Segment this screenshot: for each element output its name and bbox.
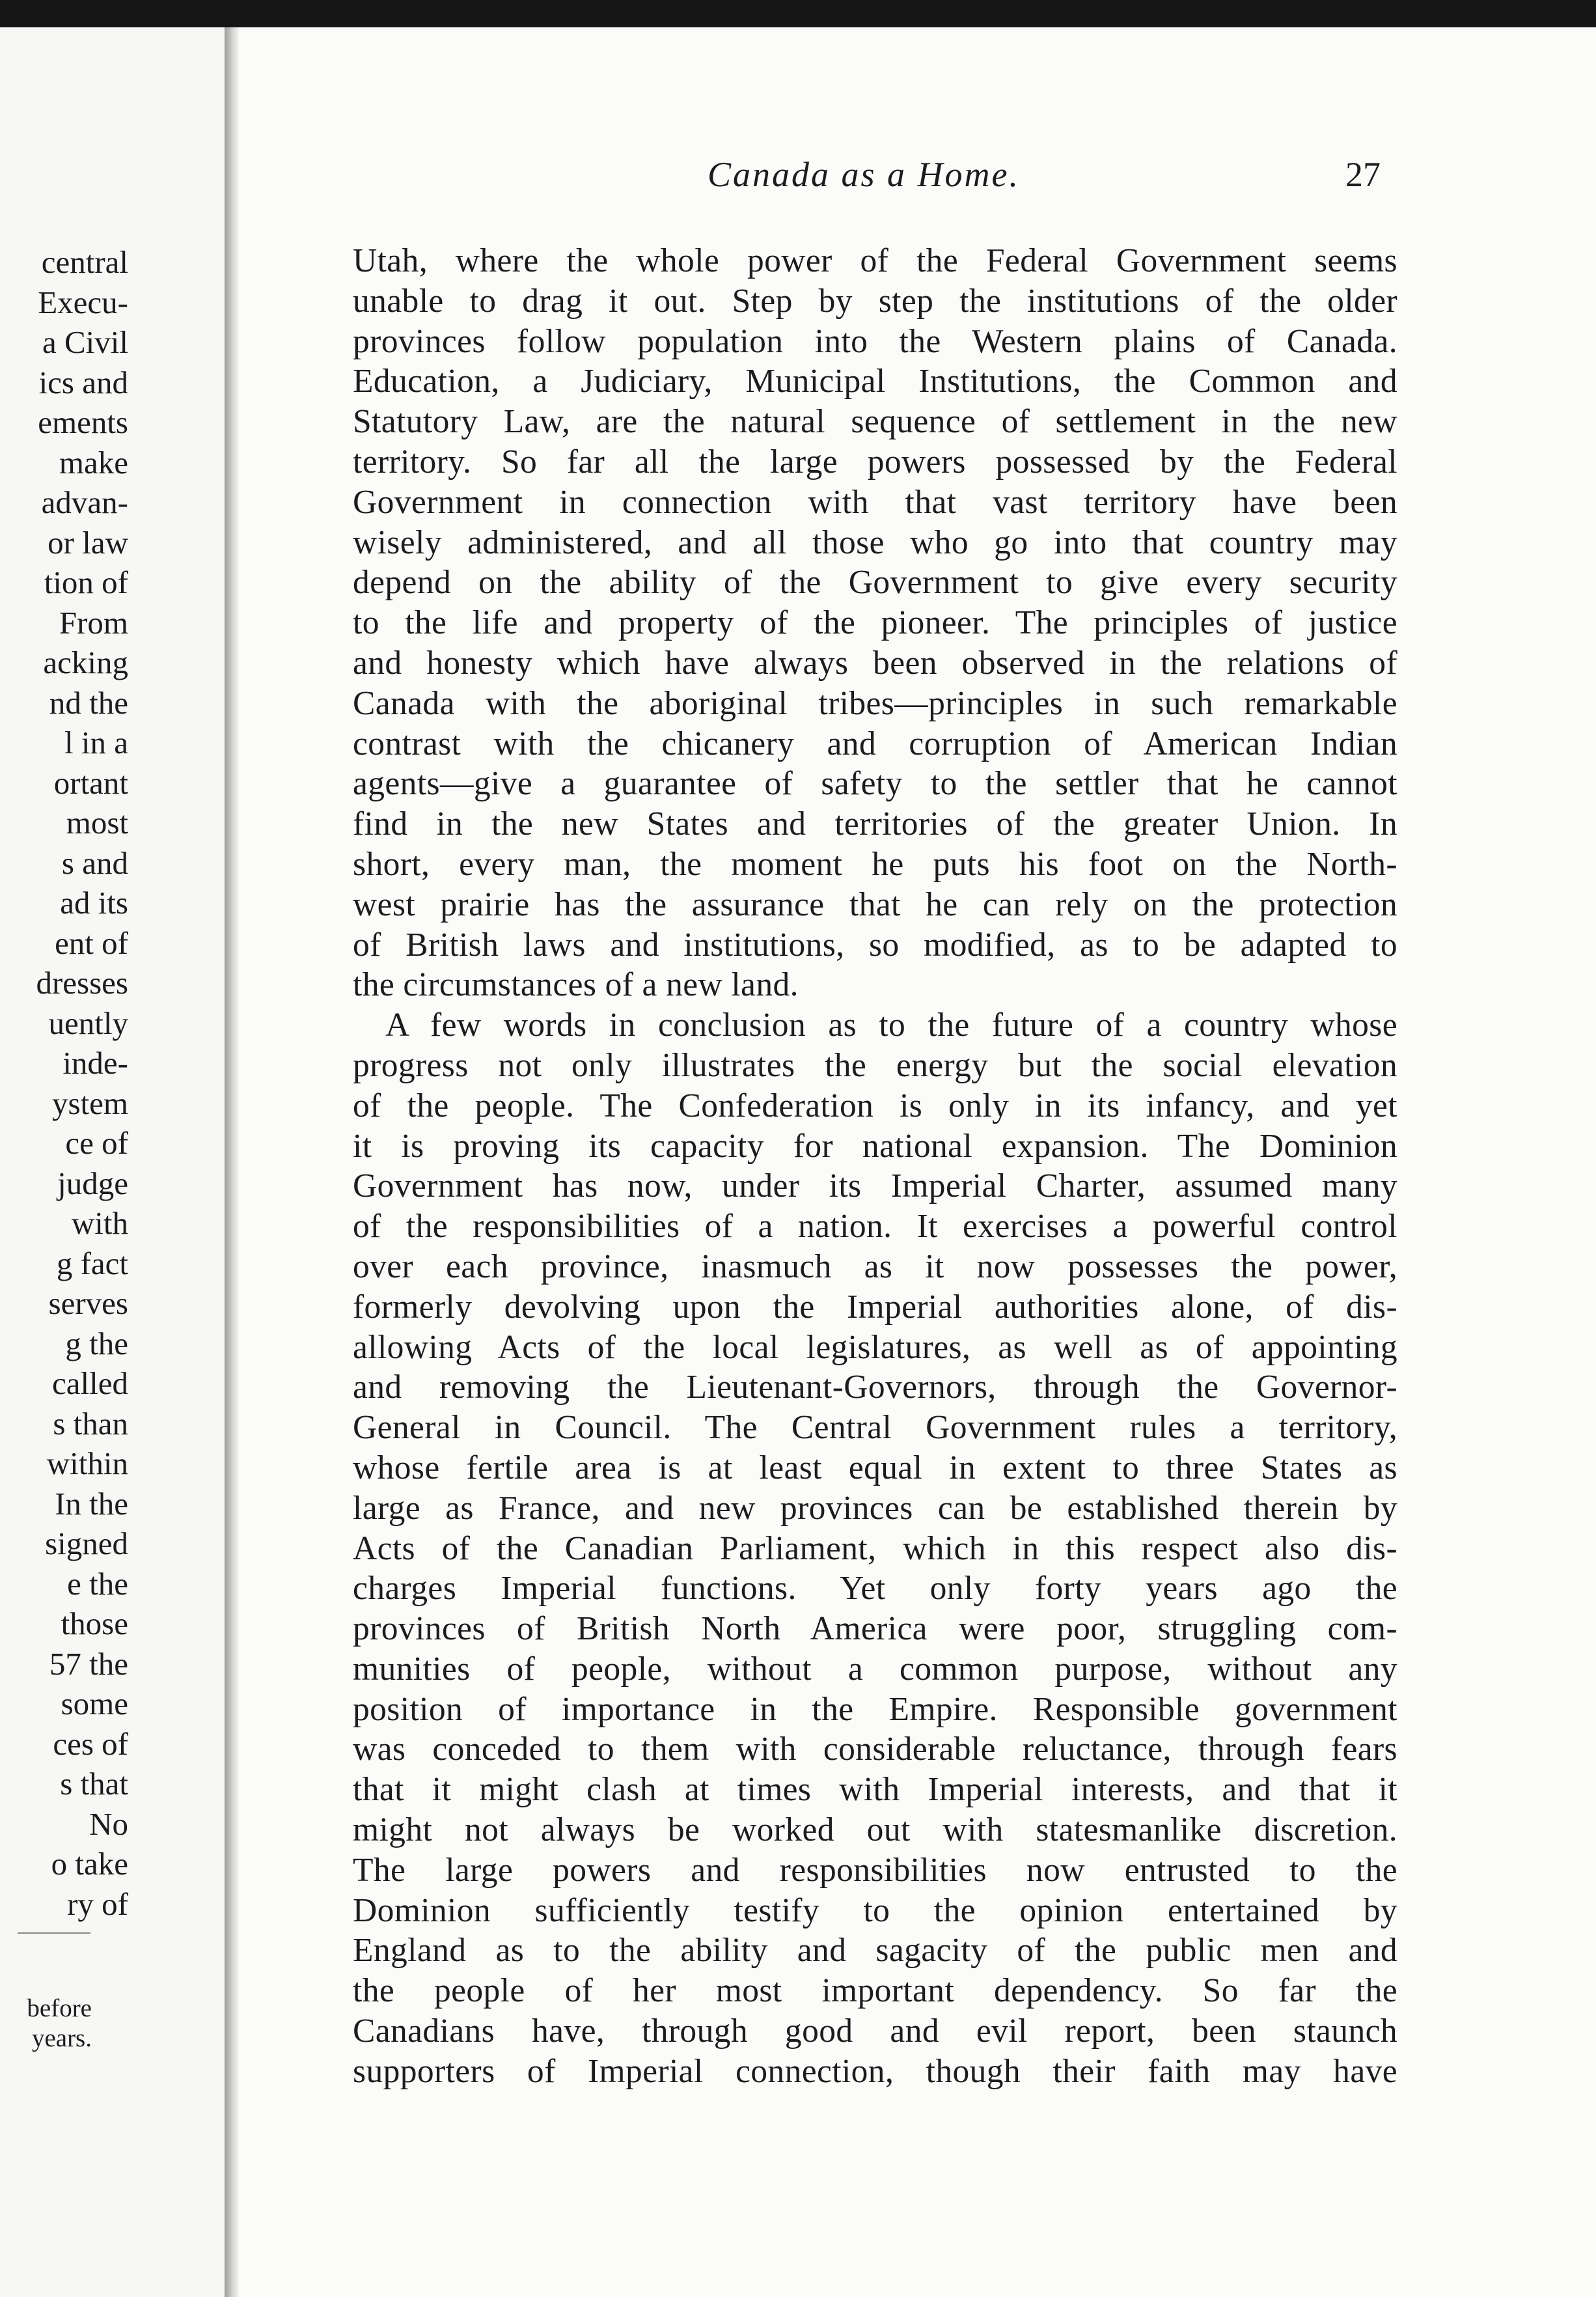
left-page-fragment [0, 27, 225, 2297]
left-page-line: dresses [36, 965, 128, 1001]
left-page-line: ent of [55, 925, 128, 961]
left-page-line: acking [43, 645, 128, 680]
text-line: Canadians have, through good and evil report, been staunch [353, 2012, 1397, 2050]
left-page-line: No [89, 1805, 128, 1842]
text-line: Government in connection with that vast territory have been [353, 483, 1397, 521]
text-line: A few words in conclusion as to the future of a country whose [385, 1007, 1397, 1044]
text-line: Education, a Judiciary, Municipal Institutions, the Common and [353, 363, 1397, 400]
text-line: Government has now, under its Imperial Charter, assumed many [353, 1167, 1397, 1205]
left-page-line: most [66, 805, 128, 841]
text-line: charges Imperial functions. Yet only forty years ago the [353, 1570, 1397, 1608]
left-footnote-line: before [27, 1994, 92, 2022]
text-line: formerly devolving upon the Imperial authorities alone, of dis- [353, 1288, 1397, 1326]
text-line: the circumstances of a new land. [353, 966, 799, 1004]
running-head [239, 154, 1596, 206]
left-page-line: make [59, 444, 128, 480]
left-page-line: ces of [53, 1725, 128, 1762]
left-page-line: signed [45, 1525, 128, 1561]
left-page-line: judge [57, 1165, 128, 1201]
left-page-line: o take [51, 1846, 128, 1882]
left-page-line: inde- [62, 1045, 128, 1081]
body-text [353, 241, 1397, 2092]
text-line: might not always be worked out with statesmanlike discretion. [353, 1811, 1397, 1849]
left-page-line: l in a [64, 725, 128, 760]
text-line: Canada with the aboriginal tribes—principles in such remarkable [353, 684, 1397, 722]
text-line: and honesty which have always been observed in the relations of [353, 644, 1397, 682]
left-page-line: advan- [41, 484, 128, 520]
left-page-line: 57 the [49, 1645, 128, 1682]
left-page-line: ce of [65, 1125, 128, 1161]
text-line: that it might clash at times with Imperial interests, and that it [353, 1771, 1397, 1809]
text-line: munities of people, without a common purpose, without any [353, 1650, 1397, 1688]
text-line: short, every man, the moment he puts his foot on the North- [353, 845, 1397, 883]
left-footnote-line: years. [31, 2024, 92, 2052]
left-page-line: ystem [51, 1085, 128, 1121]
left-page-line: uently [48, 1005, 128, 1041]
text-line: to the life and property of the pioneer. The principles of justice [353, 604, 1397, 642]
left-page-line: s and [61, 844, 128, 881]
text-line: provinces of British North America were poor, struggling com- [353, 1610, 1397, 1648]
left-page-line: or law [48, 524, 128, 561]
left-page-line: those [61, 1606, 128, 1641]
left-page-line: some [61, 1686, 128, 1721]
text-line: England as to the ability and sagacity of the public men and [353, 1932, 1397, 1970]
text-line: territory. So far all the large powers possessed by the Federal [353, 443, 1397, 480]
left-page-line: From [59, 604, 128, 641]
left-page-line: ements [38, 404, 128, 440]
text-line: Statutory Law, are the natural sequence of settlement in the new [353, 403, 1397, 441]
text-line: provinces follow population into the Western plains of Canada. [353, 322, 1397, 360]
left-page-footnote [27, 1994, 92, 2053]
footnote-rule [18, 1932, 90, 1934]
left-page-line: tion of [44, 564, 128, 600]
left-page-line: ad its [60, 885, 128, 921]
text-line: unable to drag it out. Step by step the institutions of the older [353, 282, 1397, 320]
left-page-line: ics and [38, 364, 128, 400]
text-line: Acts of the Canadian Parliament, which in this respect also dis- [353, 1529, 1397, 1567]
text-line: of the people. The Confederation is only in its infancy, and yet [353, 1087, 1397, 1124]
left-page-line: s than [53, 1405, 128, 1441]
left-page-text-column [36, 242, 128, 1924]
scan-top-border [0, 0, 1596, 27]
text-line: contrast with the chicanery and corruption of American Indian [353, 725, 1397, 762]
text-line: of the responsibilities of a nation. It exercises a powerful control [353, 1208, 1397, 1246]
text-line: depend on the ability of the Government to give every security [353, 564, 1397, 602]
text-line: progress not only illustrates the energy but the social elevation [353, 1046, 1397, 1084]
text-line: and removing the Lieutenant-Governors, through the Governor- [353, 1369, 1397, 1406]
left-page-line: with [71, 1205, 128, 1241]
left-page-line: e the [67, 1565, 128, 1602]
left-page-line: g fact [56, 1245, 128, 1281]
text-line: agents—give a guarantee of safety to the settler that he cannot [353, 765, 1397, 803]
left-page-line: called [52, 1365, 128, 1401]
text-line: Dominion sufficiently testify to the opinion entertained by [353, 1891, 1397, 1929]
left-page-line: ry of [67, 1886, 128, 1922]
text-line: the people of her most important dependency. So far the [353, 1972, 1397, 2010]
text-line: wisely administered, and all those who go into that country may [353, 523, 1397, 561]
left-page-line: central [41, 244, 128, 280]
left-page-line: ortant [53, 764, 128, 801]
text-line: was conceded to them with considerable reluctance, through fears [353, 1731, 1397, 1768]
text-line: of British laws and institutions, so modified, as to be adapted to [353, 926, 1397, 964]
text-line: The large powers and responsibilities now entrusted to the [353, 1851, 1397, 1889]
text-line: General in Council. The Central Government rules a territory, [353, 1409, 1397, 1447]
left-page-line: In the [55, 1485, 128, 1522]
text-line: position of importance in the Empire. Responsible government [353, 1690, 1397, 1728]
page-number: 27 [1345, 155, 1381, 194]
left-page-line: within [46, 1445, 128, 1481]
left-page-line: a Civil [42, 324, 128, 360]
left-page-line: g the [65, 1325, 128, 1361]
running-head-title: Canada as a Home. [708, 155, 1020, 194]
text-line: large as France, and new provinces can be established therein by [353, 1489, 1397, 1527]
text-line: over each province, inasmuch as it now possesses the power, [353, 1247, 1397, 1285]
text-line: find in the new States and territories of the greater Union. In [353, 805, 1397, 843]
text-line: allowing Acts of the local legislatures, as well as of appointing [353, 1328, 1397, 1366]
book-gutter [225, 27, 239, 2297]
text-line: Utah, where the whole power of the Federal Government seems [353, 242, 1397, 279]
text-line: it is proving its capacity for national expansion. The Dominion [353, 1127, 1397, 1165]
text-line: whose fertile area is at least equal in extent to three States as [353, 1449, 1397, 1486]
left-page-line: Execu- [38, 284, 128, 320]
text-line: west prairie has the assurance that he can rely on the protection [353, 885, 1397, 923]
left-page-line: serves [48, 1285, 128, 1321]
left-page-line: s that [60, 1766, 128, 1802]
left-page-line: nd the [49, 684, 128, 721]
right-page [239, 27, 1596, 2297]
text-line: supporters of Imperial connection, though their faith may have [353, 2052, 1397, 2090]
